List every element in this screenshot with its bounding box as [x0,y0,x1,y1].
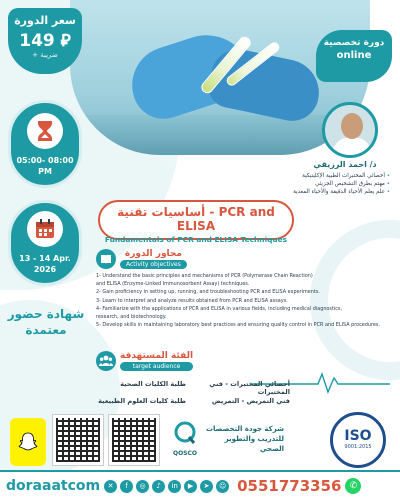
objective-item: 5- Develop skills in maintaining laboratory best practices and ensuring quality control in PCR and ELISA procedures. [96,322,381,329]
audience-item: فني التمريض - التمريض [211,397,290,405]
audience-item: طلبة الكليات الصحية [120,380,186,388]
tiktok-icon[interactable]: ♪ [152,480,165,493]
qr-code[interactable] [52,414,104,466]
date-badge [8,200,82,286]
youtube-icon[interactable]: ▶ [184,480,197,493]
avatar-head [341,113,363,139]
trainer-name: د/ احمد الرزيقي [313,160,377,169]
trainer-avatar [322,102,378,158]
trainer-bio-item: • علم يعلم الأحياء الدقيقة والأحياء المعدية [266,188,390,196]
objectives-list [96,272,388,329]
iso-standard: 9001:2015 [344,444,372,450]
objectives-title-ar: محاور الدورة [124,249,182,259]
objective-item: 1- Understand the basic principles and mechanisms of PCR (Polymerase Chain Reaction) [96,273,313,279]
calendar-icon [27,211,63,247]
audience-header [96,350,193,372]
time-badge [8,100,82,188]
phone-number[interactable]: 0551773356 [237,477,342,495]
course-title-ar: أساسيات تقنية - PCR and ELISA [117,205,275,233]
footer-bar [0,470,400,500]
audience-title-ar: الفئة المستهدفة [120,351,194,361]
company-name: شركة جودة التخصصات للتدريب والتطوير الصحي [206,425,284,453]
objectives-header [96,248,187,270]
date-value: 13 - 14 Apr. 2026 [19,254,71,274]
qosco-label: QOSCO [172,450,198,457]
objective-item: 4- Familiarize with the applications of PCR and ELISA in various fields, including medical diagnostics, [96,305,343,312]
instagram-icon[interactable]: ◎ [136,480,149,493]
price-value: 149 ⃁ [19,31,71,51]
group-icon [96,351,116,371]
price-vat: + ضريبة [32,51,58,59]
facebook-icon[interactable]: f [120,480,133,493]
trainer-bio-item: • أخصائي المختبرات الطبية الإكلينيكية [266,172,390,180]
social-links [104,480,229,493]
audience-item: طلبة كليات العلوم الطبيعية [98,397,186,405]
snapchat-icon[interactable] [10,418,46,466]
linkedin-icon[interactable]: in [168,480,181,493]
book-icon [96,249,116,269]
iso-badge [330,412,386,468]
course-type-label: دورة تخصصية [323,38,385,48]
logos-row [0,410,400,468]
time-value: 05:00- 08:00 PM [16,156,74,176]
objective-item: research, and biotechnology. [96,314,167,321]
online-value: online [336,50,372,61]
course-title-banner [98,200,294,244]
telegram-icon[interactable]: ➤ [200,480,213,493]
iso-label: ISO [344,428,372,444]
audience-item: أخصائي المختبرات - فني المختبرات [209,380,290,396]
objectives-title-en: Activity objectives [120,260,187,269]
course-title-en: Fundamentals of PCR and ELISA Techniques [104,235,288,244]
audience-title-en: target audience [120,362,193,371]
price-label: سعر الدورة [14,14,76,27]
objective-item: 2- Gain proficiency in setting up, running, and troubleshooting PCR and ELISA experiments. [96,289,320,296]
price-badge [8,8,82,74]
certificate-label [4,294,88,350]
trainer-bio [266,172,390,196]
qr-code[interactable] [108,414,160,466]
twitter-icon[interactable]: ✕ [104,480,117,493]
avatar-body [331,137,373,158]
qosco-logo [168,420,202,460]
website-link[interactable]: doraaatcom [6,478,101,494]
objective-item: and ELISA (Enzyme-Linked Immunosorbent Assay) techniques. [96,281,250,288]
online-badge [316,30,392,82]
objective-item: 3- Learn to interpret and analyze results obtained from PCR and ELISA assays. [96,297,288,304]
whatsapp-icon[interactable]: ✆ [345,478,361,494]
snapchat-small-icon[interactable]: ☺ [216,480,229,493]
hourglass-icon [27,113,63,149]
trainer-bio-item: • مهتم بطرق التشخيص الجزيئي [266,180,390,188]
certificate-text: شهادة حضور معتمدة [7,307,85,337]
